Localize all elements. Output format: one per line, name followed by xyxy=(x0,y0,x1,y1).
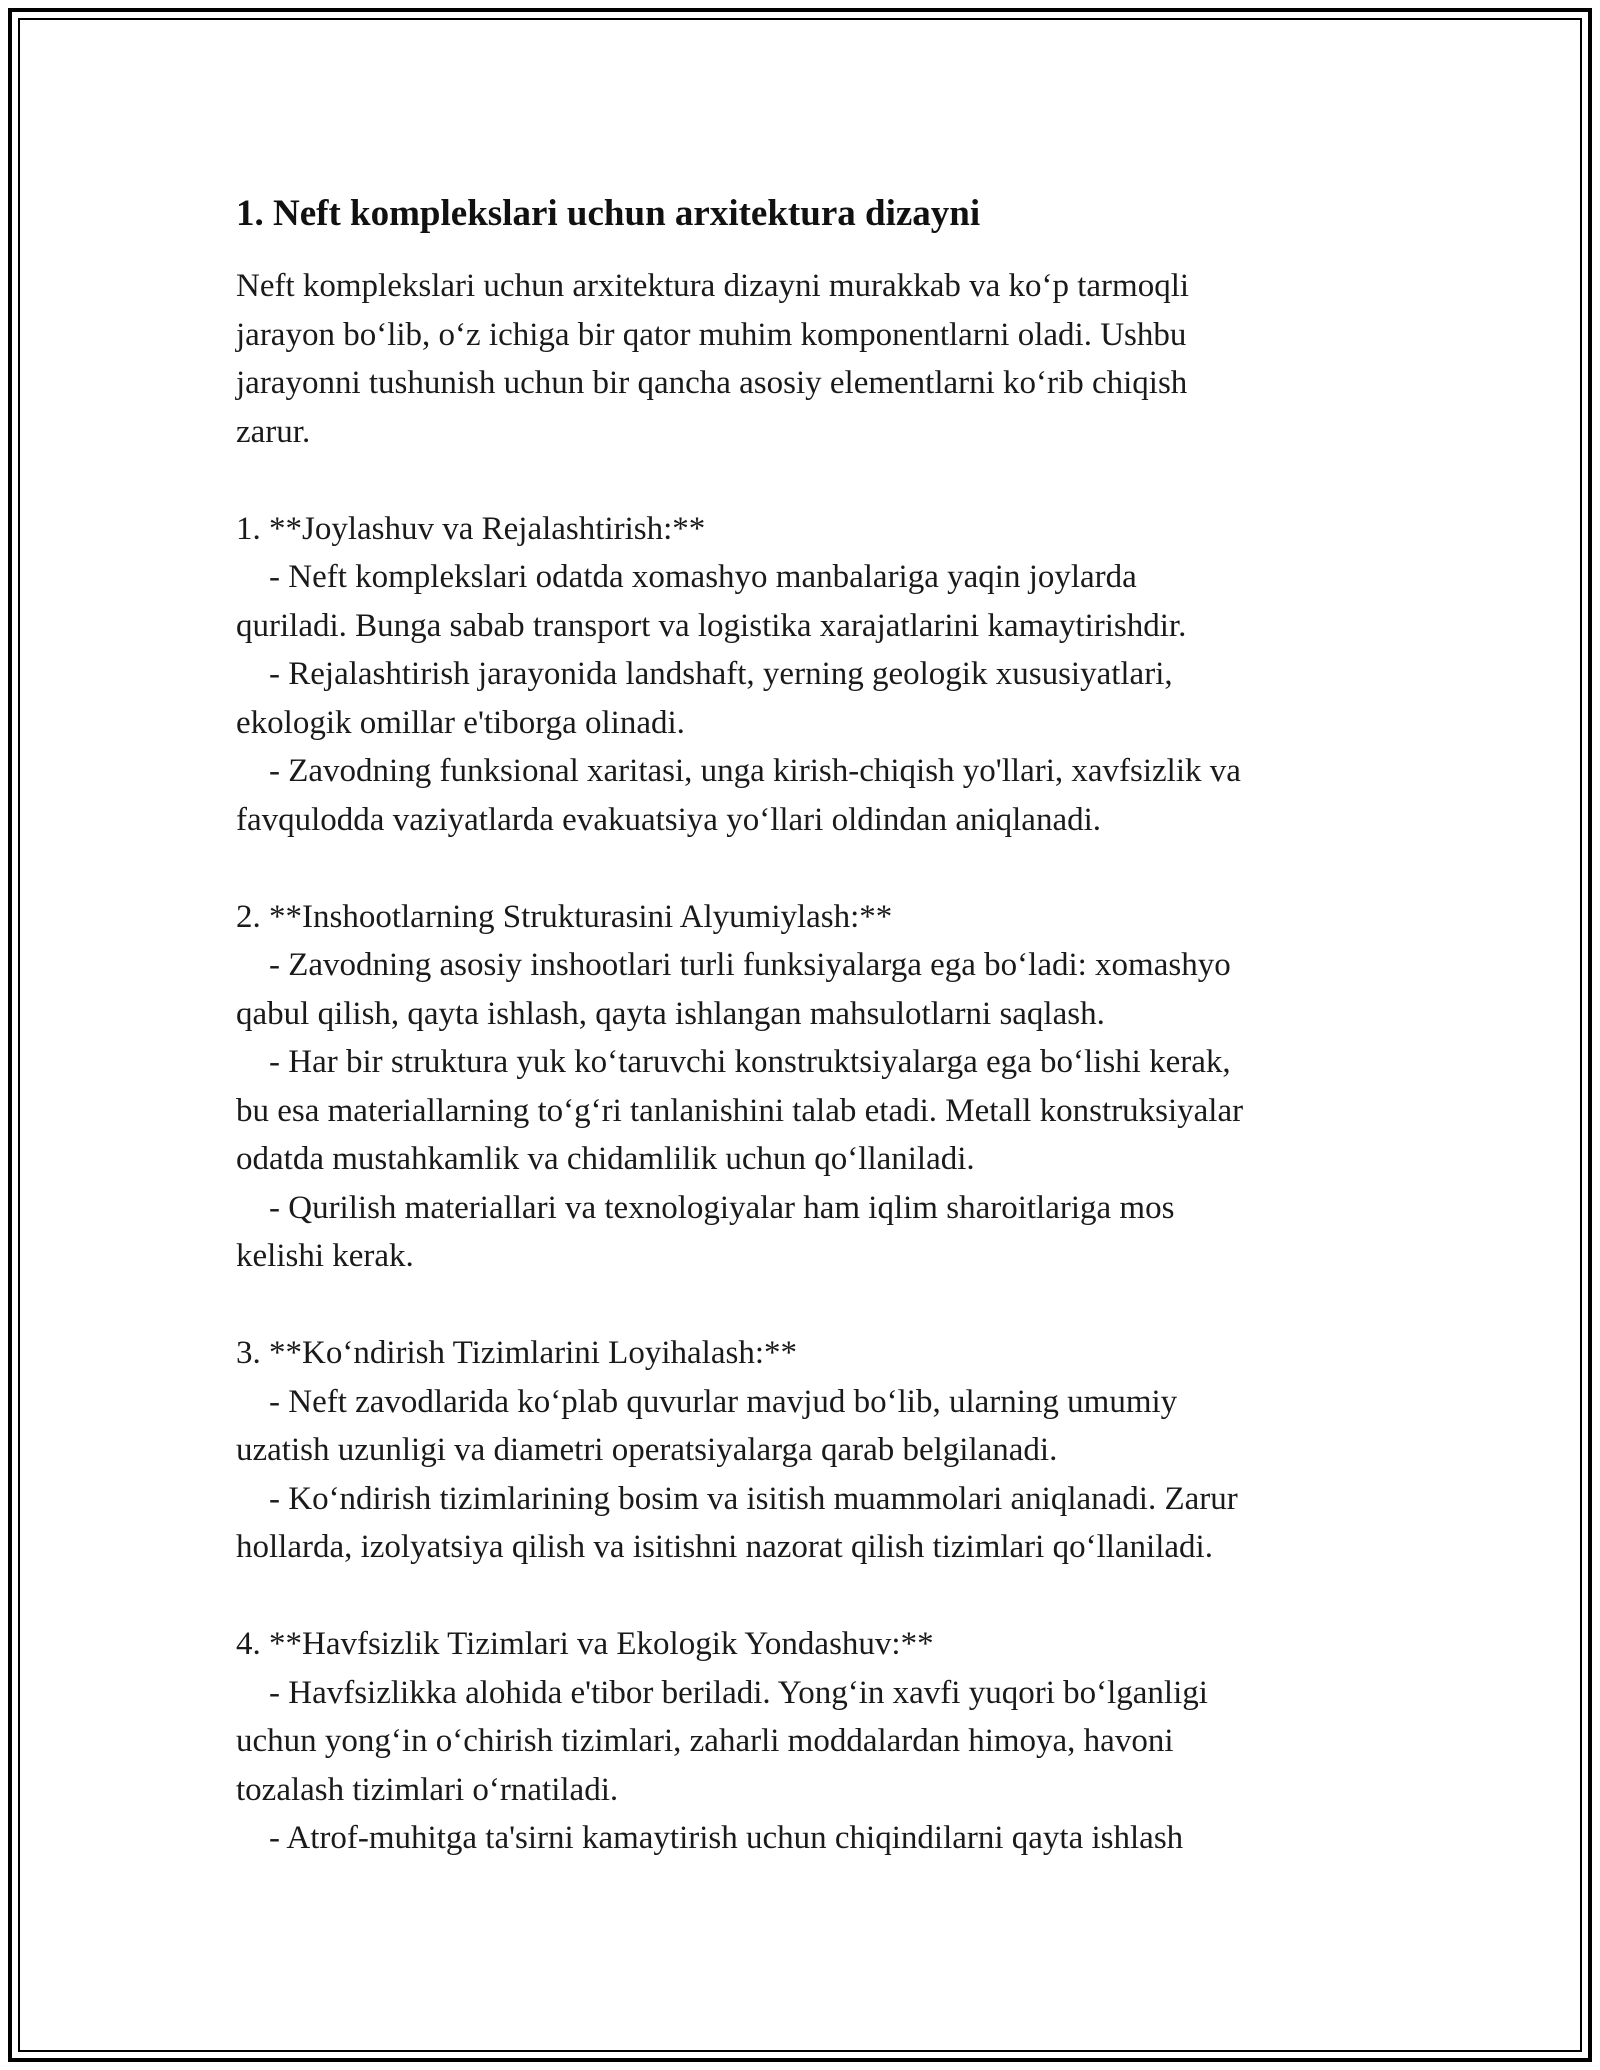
section-pipelines xyxy=(236,1329,1376,1572)
section-body: - Neft zavodlarida ko‘plab quvurlar mavjud bo‘lib, ularning umumiy uzatish uzunligi va diametri operatsiyalarga qarab belgilanadi. - Ko‘ndirish tizimlarining bosim va isitish muammolari aniqlanadi. Zarur hollarda, izolyatsiya qilish va isitishni nazorat qilish tizimlari qo‘llaniladi. xyxy=(236,1383,1238,1565)
section-body: - Havfsizlikka alohida e'tibor beriladi. Yong‘in xavfi yuqori bo‘lganligi uchun yong‘in o‘chirish tizimlari, zaharli moddalardan himoya, havoni tozalash tizimlari o‘rnatiladi. - Atrof-muhitga ta'sirni kamaytirish uchun chiqindilarni qayta ishlash xyxy=(236,1674,1208,1856)
section-body: - Neft komplekslari odatda xomashyo manbalariga yaqin joylarda quriladi. Bunga sabab transport va logistika xarajatlarini kamaytirishdir. - Rejalashtirish jarayonida landshaft, yerning geologik xususiyatlari, ekologik omillar e'tiborga olinadi. - Zavodning funksional xaritasi, unga kirish-chiqish yo'llari, xavfsizlik va favqulodda vaziyatlarda evakuatsiya yo‘llari oldindan aniqlanadi. xyxy=(236,559,1241,838)
document-body xyxy=(236,190,1376,1863)
section-heading: 3. **Ko‘ndirish Tizimlarini Loyihalash:** xyxy=(236,1335,797,1371)
intro-paragraph: Neft komplekslari uchun arxitektura dizayni murakkab va ko‘p tarmoqli jarayon bo‘lib, o‘z ichiga bir qator muhim komponentlarni oladi. Ushbu jarayonni tushunish uchun bir qancha asosiy elementlarni ko‘rib chiqish zarur. xyxy=(236,268,1190,450)
section-location-planning xyxy=(236,505,1376,845)
section-safety-ecology xyxy=(236,1620,1376,1863)
section-structures xyxy=(236,893,1376,1281)
paragraph-gap xyxy=(236,456,1376,505)
section-heading: 2. **Inshootlarning Strukturasini Alyumiylash:** xyxy=(236,898,893,935)
paragraph-gap xyxy=(236,844,1376,893)
section-heading: 1. **Joylashuv va Rejalashtirish:** xyxy=(236,510,706,547)
paragraph-gap xyxy=(236,1572,1376,1621)
paragraph-gap xyxy=(236,1281,1376,1330)
section-heading: 4. **Havfsizlik Tizimlari va Ekologik Yondashuv:** xyxy=(236,1626,934,1662)
document-title: 1. Neft komplekslari uchun arxitektura dizayni xyxy=(236,193,981,234)
section-body: - Zavodning asosiy inshootlari turli funksiyalarga ega bo‘ladi: xomashyo qabul qilish, qayta ishlash, qayta ishlangan mahsulotlarni saqlash. - Har bir struktura yuk ko‘taruvchi konstruktsiyalarga ega bo‘lishi kerak, bu esa materiallarning to‘g‘ri tanlanishini talab etadi. Metall konstruksiyalar odatda mustahkamlik va chidamlilik uchun qo‘llaniladi. - Qurilish materiallari va texnologiyalar ham iqlim sharoitlariga mos kelishi kerak. xyxy=(236,947,1244,1274)
